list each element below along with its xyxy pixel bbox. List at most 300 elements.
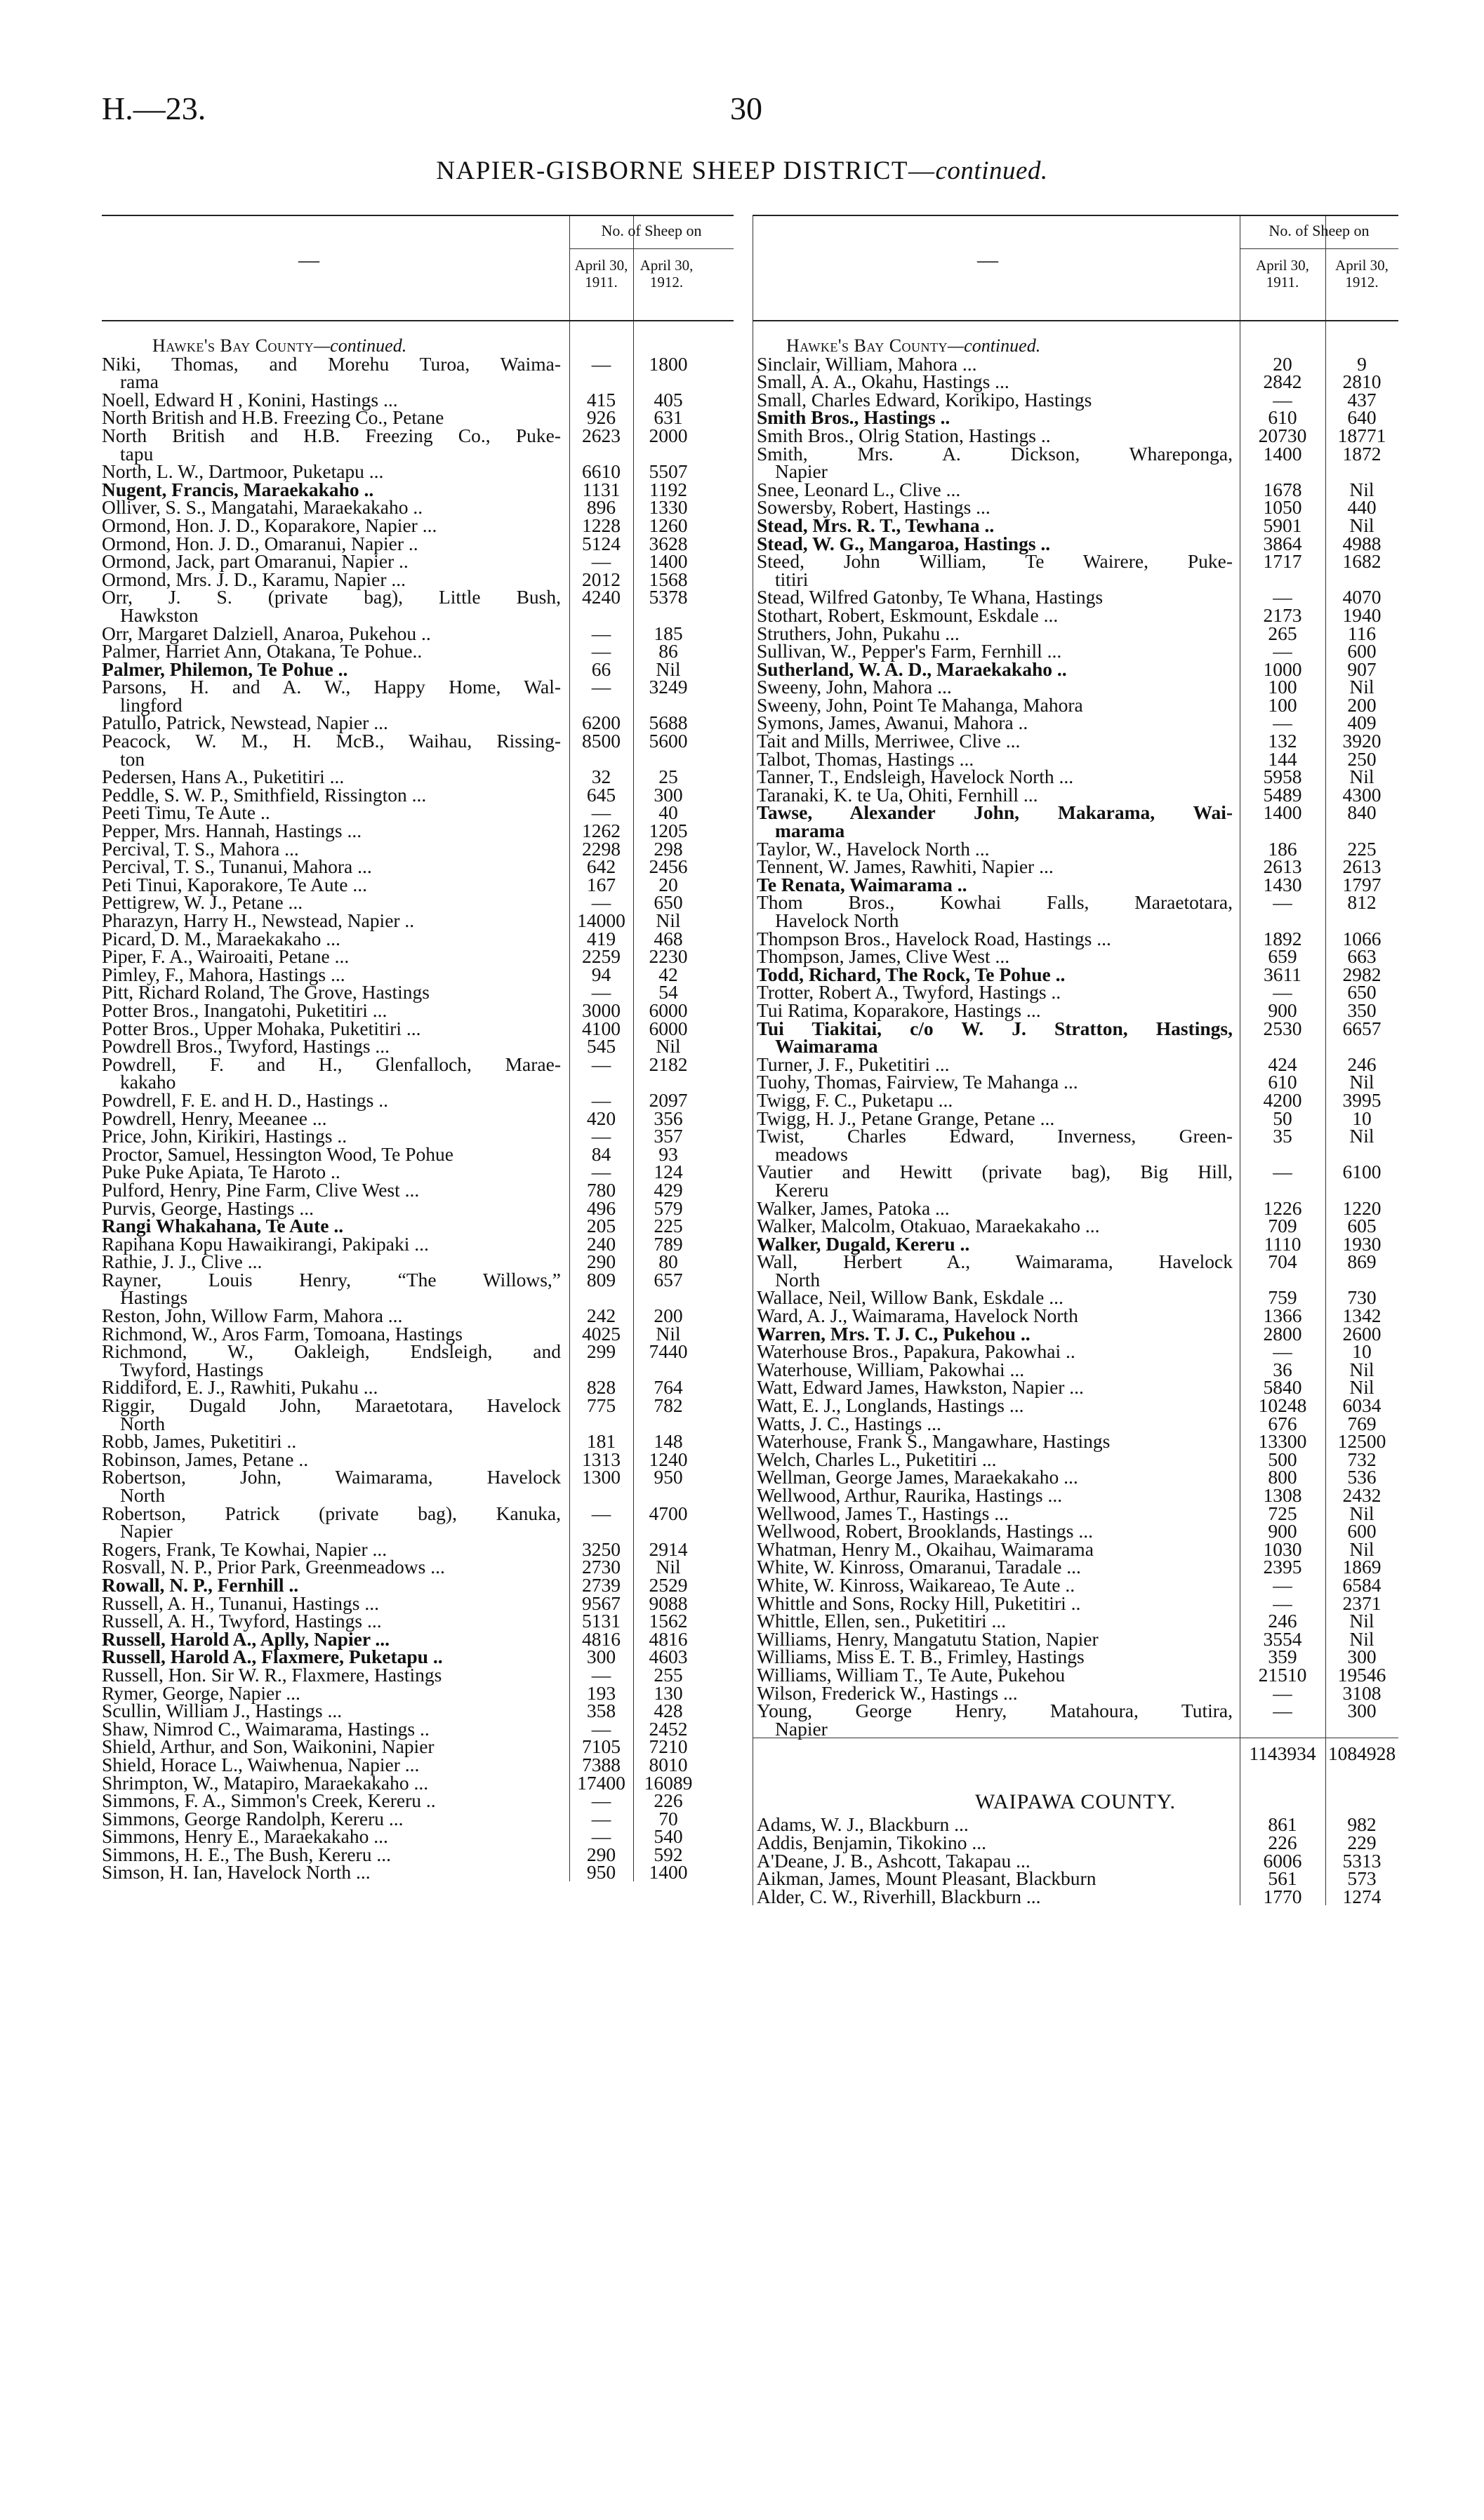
- holder-name: Thompson, James, Clive West ...: [757, 945, 1010, 968]
- sheep-1911: 226: [1268, 1831, 1297, 1853]
- sheep-1912: 350: [1347, 999, 1377, 1021]
- holder-name: Taranaki, K. te Ua, Ohiti, Fernhill ...: [757, 783, 1038, 806]
- holder-name: North British and H.B. Freezing Co., Puke- tapu: [102, 424, 561, 465]
- sheep-1912: 1220: [1342, 1196, 1382, 1219]
- sheep-1911: 144: [1268, 747, 1297, 770]
- table-row: [102, 1663, 734, 1686]
- holder-name: Twigg, F. C., Puketapu ...: [757, 1088, 953, 1111]
- holder-name: Tui Tiakitai, c/o W. J. Stratton, Hastings, Waimarama: [757, 1017, 1233, 1058]
- holder-name: Twigg, H. J., Petane Grange, Petane ...: [757, 1107, 1055, 1129]
- sheep-1912: Nil: [656, 1556, 681, 1578]
- table-row: [753, 1869, 1398, 1888]
- table-row: [102, 1217, 734, 1235]
- sheep-1912: Nil: [1349, 1610, 1374, 1632]
- table-row: [102, 424, 734, 465]
- holder-name: Walker, Malcolm, Otakuao, Maraekakaho ...: [757, 1215, 1100, 1237]
- section-heading: Hawke's Bay County—continued.: [152, 335, 407, 356]
- holder-name: Patullo, Patrick, Newstead, Napier ...: [102, 712, 388, 734]
- holder-name: Peacock, W. M., H. McB., Waihau, Rissing- ton: [102, 730, 561, 770]
- sheep-1912: 640: [1347, 406, 1377, 429]
- holder-name: Tennent, W. James, Rawhiti, Napier ...: [757, 855, 1054, 878]
- sheep-1912: 650: [1347, 981, 1377, 1004]
- sheep-1911: 424: [1268, 1053, 1297, 1075]
- sheep-1911: —: [1273, 388, 1292, 411]
- sheep-1911: —: [591, 550, 611, 573]
- sheep-1911: 950: [586, 1861, 616, 1884]
- sheep-1911: 35: [1273, 1125, 1292, 1147]
- sheep-1911: 32: [591, 766, 611, 788]
- sheep-1912: 5378: [649, 586, 688, 608]
- sheep-1911: 1110: [1264, 1232, 1301, 1255]
- sheep-1912: 657: [654, 1268, 683, 1291]
- holder-name: Thompson Bros., Havelock Road, Hastings ...: [757, 927, 1111, 949]
- sheep-1912: 6657: [1342, 1017, 1382, 1039]
- table-row: [102, 1502, 734, 1542]
- right-table-body: [753, 321, 1398, 1905]
- table-row: [753, 1217, 1398, 1235]
- sheep-1912: 300: [654, 783, 683, 806]
- sheep-1911: —: [591, 1053, 611, 1075]
- sheep-1911: 181: [586, 1430, 616, 1453]
- holder-name: Simmons, George Randolph, Kereru ...: [102, 1807, 404, 1829]
- table-row: [753, 732, 1398, 750]
- sheep-1912: 2432: [1342, 1484, 1382, 1506]
- sheep-1912: 300: [1347, 1700, 1377, 1722]
- sheep-1911: 759: [1268, 1286, 1297, 1309]
- sheep-1912: 840: [1347, 801, 1377, 824]
- sheep-1911: —: [591, 622, 611, 644]
- holder-name: Simson, H. Ian, Havelock North ...: [102, 1861, 371, 1884]
- sheep-1912: 3108: [1342, 1681, 1382, 1704]
- sheep-1911: 900: [1268, 1520, 1297, 1542]
- sheep-1911: —: [1273, 1700, 1292, 1722]
- sheep-1911: —: [591, 1663, 611, 1686]
- sheep-1911: 496: [586, 1196, 616, 1219]
- sheep-1911: 14000: [577, 909, 625, 931]
- sheep-1912: 440: [1347, 496, 1377, 519]
- sheep-1912: 300: [1347, 1646, 1377, 1668]
- holder-name: A'Deane, J. B., Ashcott, Takapau ...: [757, 1849, 1031, 1872]
- sheep-1911: 1030: [1263, 1538, 1302, 1560]
- sheep-1911: —: [591, 676, 611, 698]
- header-col-1912: April 30, 1912.: [1335, 257, 1389, 291]
- holder-name: Robertson, John, Waimarama, Havelock North: [102, 1466, 561, 1506]
- sheep-1912: 2097: [649, 1088, 688, 1111]
- sheep-1911: 3554: [1263, 1627, 1302, 1650]
- sheep-1912: 19546: [1337, 1663, 1386, 1686]
- sheep-1912: 6584: [1342, 1573, 1382, 1596]
- holder-name: Smith Bros., Hastings ..: [757, 406, 950, 429]
- sheep-1911: —: [1273, 981, 1292, 1004]
- holder-name: Whittle, Ellen, sen., Puketitiri ...: [757, 1610, 1007, 1632]
- sheep-1911: 709: [1268, 1215, 1297, 1237]
- sheep-1911: 610: [1268, 406, 1297, 429]
- holder-name: Rowall, N. P., Fernhill ..: [102, 1573, 299, 1596]
- sheep-1912: Nil: [1349, 676, 1374, 698]
- table-row: [102, 1035, 734, 1058]
- holder-name: Whittle and Sons, Rocky Hill, Puketitiri ..: [757, 1592, 1081, 1614]
- holder-name: Small, A. A., Okahu, Hastings ...: [757, 371, 1009, 393]
- sheep-1912: 1872: [1342, 442, 1382, 465]
- table-row: [102, 1088, 734, 1111]
- holder-name: Robb, James, Puketitiri ..: [102, 1430, 297, 1453]
- sheep-1912: 1192: [649, 478, 687, 500]
- sheep-1912: 8010: [649, 1753, 688, 1775]
- sheep-1912: 730: [1347, 1286, 1377, 1309]
- sheep-1912: 812: [1347, 891, 1377, 914]
- sheep-1912: 4070: [1342, 586, 1382, 608]
- sheep-1912: 9: [1357, 352, 1367, 375]
- holder-name: Waterhouse, William, Pakowhai ...: [757, 1358, 1025, 1380]
- table-row: [102, 588, 734, 624]
- table-row: [753, 1342, 1398, 1361]
- sheep-1911: 704: [1268, 1251, 1297, 1273]
- page-number: 30: [730, 91, 762, 126]
- sheep-1911: 2623: [582, 424, 621, 446]
- sheep-1912: 869: [1347, 1251, 1377, 1273]
- sheep-1912: 4816: [649, 1627, 688, 1650]
- sheep-1911: 290: [586, 1251, 616, 1273]
- holder-name: Tui Ratima, Koparakore, Hastings ...: [757, 999, 1041, 1021]
- sheep-1911: —: [591, 640, 611, 662]
- holder-name: Price, John, Kirikiri, Hastings ..: [102, 1125, 347, 1147]
- sheep-1912: 1400: [649, 550, 688, 573]
- holder-name: Pitt, Richard Roland, The Grove, Hastings: [102, 981, 430, 1004]
- holder-name: Pepper, Mrs. Hannah, Hastings ...: [102, 820, 362, 842]
- holder-name: Sullivan, W., Pepper's Farm, Fernhill ...: [757, 640, 1062, 662]
- sheep-1911: —: [591, 981, 611, 1004]
- total-1912: 1084928: [1327, 1742, 1396, 1765]
- sheep-1911: 2530: [1263, 1017, 1302, 1039]
- table-row: [753, 1017, 1398, 1058]
- table-row: [753, 516, 1398, 535]
- holder-name: Russell, Harold A., Aplly, Napier ...: [102, 1627, 390, 1650]
- holder-name: Williams, Miss E. T. B., Frimley, Hastings: [757, 1646, 1085, 1668]
- sheep-1911: 205: [586, 1215, 616, 1237]
- sheep-1912: 631: [654, 406, 683, 429]
- sheep-1911: 290: [586, 1843, 616, 1865]
- holder-name: Welch, Charles L., Puketitiri ...: [757, 1448, 997, 1470]
- sheep-1912: 16089: [644, 1771, 693, 1794]
- holder-name: Rapihana Kopu Hawaikirangi, Pakipaki ...: [102, 1232, 429, 1255]
- sheep-1911: 4100: [582, 1017, 621, 1039]
- holder-name: Potter Bros., Upper Mohaka, Puketitiri ...: [102, 1017, 421, 1039]
- sheep-1911: 50: [1273, 1107, 1292, 1129]
- sheep-1912: 25: [658, 766, 678, 788]
- sheep-1911: 1300: [582, 1466, 621, 1488]
- holder-name: Olliver, S. S., Mangatahi, Maraekakaho ..: [102, 496, 423, 519]
- sheep-1911: 36: [1273, 1358, 1292, 1380]
- sheep-1911: 3611: [1264, 963, 1301, 985]
- holder-name: Pulford, Henry, Pine Farm, Clive West ...: [102, 1178, 420, 1201]
- holder-name: Pettigrew, W. J., Petane ...: [102, 891, 303, 914]
- table-row: [753, 642, 1398, 660]
- holder-name: Powdrell, F. and H., Glenfalloch, Marae- kakaho: [102, 1053, 561, 1093]
- sheep-1911: 132: [1268, 730, 1297, 752]
- sheep-1911: —: [1273, 1161, 1292, 1183]
- sheep-1912: 982: [1347, 1813, 1377, 1836]
- sheep-1911: —: [1273, 712, 1292, 734]
- sheep-1912: 6000: [649, 999, 688, 1021]
- sheep-1912: 405: [654, 388, 683, 411]
- holder-name: Powdrell Bros., Twyford, Hastings ...: [102, 1035, 390, 1058]
- sheep-1911: 900: [1268, 999, 1297, 1021]
- sheep-1912: 3920: [1342, 730, 1382, 752]
- sheep-1912: 2529: [649, 1573, 688, 1596]
- sheep-1911: 676: [1268, 1412, 1297, 1434]
- right-table-header: [753, 215, 1398, 321]
- sheep-1912: 6000: [649, 1017, 688, 1039]
- sheep-1912: 1274: [1342, 1885, 1382, 1907]
- sheep-1912: 579: [654, 1196, 683, 1219]
- sheep-1911: —: [591, 352, 611, 375]
- holder-name: Williams, Henry, Mangatutu Station, Napier: [757, 1627, 1099, 1650]
- sheep-1911: 66: [591, 658, 611, 680]
- sheep-1912: Nil: [1349, 1071, 1374, 1093]
- holder-name: Pimley, F., Mahora, Hastings ...: [102, 963, 345, 985]
- sheep-1911: 1262: [582, 820, 621, 842]
- table-row: [102, 1268, 734, 1309]
- holder-name: Todd, Richard, The Rock, Te Pohue ..: [757, 963, 1066, 985]
- sheep-1912: 1562: [649, 1610, 688, 1632]
- sheep-1912: 5313: [1342, 1849, 1382, 1872]
- sheep-1912: 10: [1352, 1340, 1372, 1363]
- sheep-1911: —: [591, 1825, 611, 1848]
- sheep-1912: 200: [1347, 693, 1377, 716]
- sheep-1911: 8500: [582, 730, 621, 752]
- sheep-1912: 1940: [1342, 604, 1382, 626]
- sheep-1912: 1066: [1342, 927, 1382, 949]
- county-total-row: [753, 1738, 1398, 1766]
- sheep-1911: 1430: [1263, 873, 1302, 895]
- holder-name: White, W. Kinross, Waikareao, Te Aute ..: [757, 1573, 1075, 1596]
- holder-name: Russell, A. H., Twyford, Hastings ...: [102, 1610, 382, 1632]
- holder-name: Ormond, Hon. J. D., Omaranui, Napier ..: [102, 532, 418, 554]
- holder-name: Waterhouse Bros., Papakura, Pakowhai ..: [757, 1340, 1075, 1363]
- table-row: [753, 1088, 1398, 1111]
- holder-name: Smith, Mrs. A. Dickson, Whareponga, Napier: [757, 442, 1233, 483]
- table-row: [102, 1702, 734, 1720]
- sheep-1911: 561: [1268, 1867, 1297, 1890]
- sheep-1911: 2012: [582, 568, 621, 590]
- table-row: [102, 516, 734, 535]
- table-row: [753, 1251, 1398, 1291]
- sheep-1911: —: [1273, 640, 1292, 662]
- holder-name: Tawse, Alexander John, Makarama, Wai- marama: [757, 801, 1233, 842]
- header-dash: —: [977, 248, 998, 272]
- sheep-1911: 2298: [582, 837, 621, 860]
- table-row: [753, 855, 1398, 878]
- holder-name: Stothart, Robert, Eskmount, Eskdale ...: [757, 604, 1059, 626]
- table-row: [102, 947, 734, 966]
- table-row: [102, 1055, 734, 1091]
- sheep-1912: 185: [654, 622, 683, 644]
- table-row: [102, 1789, 734, 1812]
- sheep-1912: 20: [658, 873, 678, 895]
- sheep-1911: 500: [1268, 1448, 1297, 1470]
- sheep-1912: 7440: [649, 1340, 688, 1363]
- sheep-1911: 809: [586, 1268, 616, 1291]
- header-no-of-sheep: No. of Sheep on: [601, 222, 702, 239]
- table-row: [102, 1432, 734, 1451]
- sheep-1912: 54: [658, 981, 678, 1004]
- sheep-1912: 428: [654, 1700, 683, 1722]
- holder-name: Williams, William T., Te Aute, Pukehou: [757, 1663, 1066, 1686]
- sheep-1912: 40: [658, 801, 678, 824]
- sheep-1911: 1770: [1263, 1885, 1302, 1907]
- sheep-1912: 18771: [1337, 424, 1386, 446]
- table-row: [753, 1432, 1398, 1451]
- header-dash: —: [298, 248, 319, 272]
- holder-name: Thom Bros., Kowhai Falls, Maraetotara, Havelock North: [757, 891, 1233, 931]
- table-row: [753, 442, 1398, 483]
- sheep-1912: Nil: [656, 1035, 681, 1058]
- sheep-1912: 225: [654, 1215, 683, 1237]
- holder-name: Puke Puke Apiata, Te Haroto ..: [102, 1161, 340, 1183]
- holder-name: Ormond, Mrs. J. D., Karamu, Napier ...: [102, 568, 406, 590]
- sheep-1912: 4700: [649, 1502, 688, 1524]
- sheep-1912: 255: [654, 1663, 683, 1686]
- sheep-1911: 6200: [582, 712, 621, 734]
- sheep-1912: 6034: [1342, 1394, 1382, 1417]
- sheep-1912: 732: [1347, 1448, 1377, 1470]
- table-row: [753, 1396, 1398, 1415]
- sheep-1912: 600: [1347, 640, 1377, 662]
- sheep-1911: 299: [586, 1340, 616, 1363]
- sheep-1912: 663: [1347, 945, 1377, 968]
- holder-name: Walker, James, Patoka ...: [757, 1196, 950, 1219]
- sheep-1911: 828: [586, 1376, 616, 1399]
- holder-name: Tait and Mills, Merriwee, Clive ...: [757, 730, 1021, 752]
- holder-name: Trotter, Robert A., Twyford, Hastings ..: [757, 981, 1061, 1004]
- holder-name: Powdrell, Henry, Meeanee ...: [102, 1107, 327, 1129]
- sheep-1911: 2730: [582, 1556, 621, 1578]
- sheep-1911: —: [591, 1161, 611, 1183]
- right-column: [753, 215, 1398, 1905]
- table-row: [102, 1753, 734, 1775]
- holder-name: Picard, D. M., Maraekakaho ...: [102, 927, 340, 949]
- sheep-1912: 2371: [1342, 1592, 1382, 1614]
- holder-name: Peddle, S. W. P., Smithfield, Rissington ...: [102, 783, 427, 806]
- table-row: [102, 1573, 734, 1596]
- sheep-1911: 100: [1268, 693, 1297, 716]
- sheep-1912: 782: [654, 1394, 683, 1417]
- holder-name: Rogers, Frank, Te Kowhai, Napier ...: [102, 1538, 387, 1560]
- sheep-1912: 429: [654, 1178, 683, 1201]
- sheep-1912: Nil: [656, 1322, 681, 1345]
- sheep-1911: 5124: [582, 532, 621, 554]
- sheep-1912: 2914: [649, 1538, 688, 1560]
- sheep-1911: 7105: [582, 1735, 621, 1758]
- holder-name: Riggir, Dugald John, Maraetotara, Havelock North: [102, 1394, 561, 1434]
- sheep-1912: Nil: [1349, 766, 1374, 788]
- holder-name: Tanner, T., Endsleigh, Havelock North ...: [757, 766, 1074, 788]
- holder-name: Sweeny, John, Mahora ...: [757, 676, 952, 698]
- sheep-1912: 2230: [649, 945, 688, 968]
- holder-name: Wall, Herbert A., Waimarama, Havelock North: [757, 1251, 1233, 1291]
- sheep-1912: 2810: [1342, 371, 1382, 393]
- sheep-1911: —: [1273, 1340, 1292, 1363]
- sheep-1911: —: [591, 1789, 611, 1812]
- sheep-1911: 242: [586, 1305, 616, 1327]
- table-row: [753, 1573, 1398, 1596]
- sheep-1912: 950: [654, 1466, 683, 1488]
- sheep-1912: 3995: [1342, 1088, 1382, 1111]
- sheep-1912: 769: [1347, 1412, 1377, 1434]
- holder-name: Orr, Margaret Dalziell, Anaroa, Pukehou ..: [102, 622, 431, 644]
- table-row: [753, 373, 1398, 391]
- sheep-1912: 764: [654, 1376, 683, 1399]
- sheep-1912: 600: [1347, 1520, 1377, 1542]
- sheep-1911: 780: [586, 1178, 616, 1201]
- holder-name: Robertson, Patrick (private bag), Kanuka, Napier: [102, 1502, 561, 1542]
- sheep-1912: 540: [654, 1825, 683, 1848]
- sheep-1911: 610: [1268, 1071, 1297, 1093]
- sheep-1911: 1400: [1263, 801, 1302, 824]
- table-row: [753, 1885, 1398, 1907]
- sheep-1911: 659: [1268, 945, 1297, 968]
- sheep-1911: 800: [1268, 1466, 1297, 1488]
- holder-name: Adams, W. J., Blackburn ...: [757, 1813, 969, 1836]
- holder-name: Talbot, Thomas, Hastings ...: [757, 747, 974, 770]
- holder-name: White, W. Kinross, Omaranui, Taradale ...: [757, 1556, 1081, 1578]
- holder-name: Sutherland, W. A. D., Maraekakaho ..: [757, 658, 1067, 680]
- holder-name: Sowersby, Robert, Hastings ...: [757, 496, 991, 519]
- sheep-1911: 2842: [1263, 371, 1302, 393]
- header-col-1911: April 30, 1911.: [574, 257, 628, 291]
- sheep-1912: Nil: [1349, 478, 1374, 500]
- sheep-1911: 5840: [1263, 1376, 1302, 1399]
- table-row: [102, 732, 734, 768]
- sheep-1912: 86: [658, 640, 678, 662]
- holder-name: Addis, Benjamin, Tikokino ...: [757, 1831, 986, 1853]
- holder-name: Rathie, J. J., Clive ...: [102, 1251, 263, 1273]
- sheep-1911: 186: [1268, 837, 1297, 860]
- sheep-1912: 7210: [649, 1735, 688, 1758]
- sheep-1911: 358: [586, 1700, 616, 1722]
- holder-name: Small, Charles Edward, Korikipo, Hastings: [757, 388, 1092, 411]
- table-row: [102, 678, 734, 714]
- sheep-1911: 10248: [1258, 1394, 1307, 1417]
- holder-name: Smith Bros., Olrig Station, Hastings ..: [757, 424, 1051, 446]
- sheep-1911: 420: [586, 1107, 616, 1129]
- sheep-1911: 4025: [582, 1322, 621, 1345]
- sheep-1912: 2182: [649, 1053, 688, 1075]
- table-row: [753, 424, 1398, 446]
- holder-name: Turner, J. F., Puketitiri ...: [757, 1053, 950, 1075]
- sheep-1911: 642: [586, 855, 616, 878]
- sheep-1911: 1400: [1263, 442, 1302, 465]
- holder-name: Young, George Henry, Matahoura, Tutira, Napier: [757, 1700, 1233, 1740]
- holder-name: Robinson, James, Petane ..: [102, 1448, 309, 1470]
- sheep-1911: 2613: [1263, 855, 1302, 878]
- holder-name: Niki, Thomas, and Morehu Turoa, Waima- rama: [102, 352, 561, 393]
- holder-name: Riddiford, E. J., Rawhiti, Pukahu ...: [102, 1376, 378, 1399]
- sheep-1912: 2613: [1342, 855, 1382, 878]
- table-row: [102, 352, 734, 393]
- sheep-1912: 1342: [1342, 1305, 1382, 1327]
- holder-name: Wilson, Frederick W., Hastings ...: [757, 1681, 1018, 1704]
- sheep-1912: 12500: [1337, 1430, 1386, 1453]
- holder-name: Whatman, Henry M., Okaihau, Waimarama: [757, 1538, 1094, 1560]
- holder-name: Russell, Hon. Sir W. R., Flaxmere, Hastings: [102, 1663, 442, 1686]
- left-column: [102, 215, 734, 1884]
- sheep-1911: 2800: [1263, 1322, 1302, 1345]
- sheep-1911: 3250: [582, 1538, 621, 1560]
- holder-name: Sweeny, John, Point Te Mahanga, Mahora: [757, 693, 1083, 716]
- holder-name: Twist, Charles Edward, Inverness, Green- meadows: [757, 1125, 1233, 1165]
- holder-name: Powdrell, F. E. and H. D., Hastings ..: [102, 1088, 388, 1111]
